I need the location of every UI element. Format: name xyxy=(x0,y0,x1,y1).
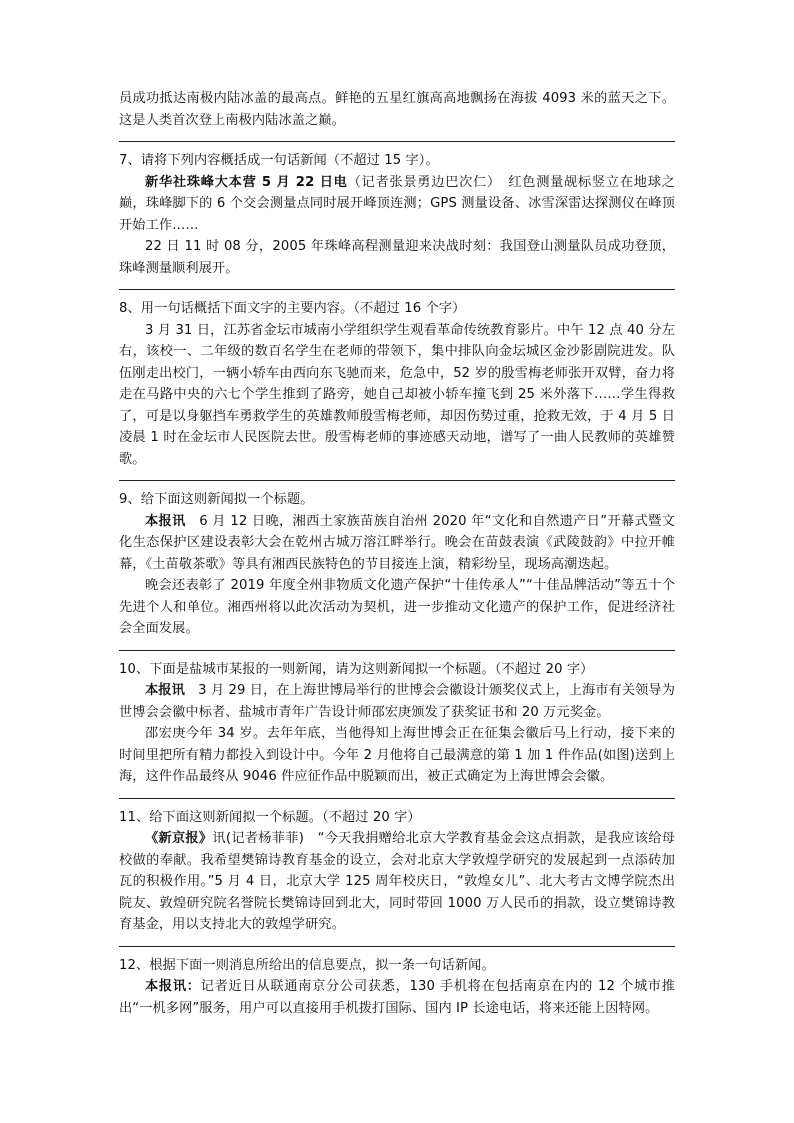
answer-line xyxy=(119,798,675,799)
question-7-para-2: 22 日 11 时 08 分，2005 年珠峰高程测量迎来决战时刻：我国登山测量队员成功登顶，珠峰测量顺利展开。 xyxy=(119,239,675,276)
question-9-para-1 xyxy=(119,511,675,576)
question-10 xyxy=(119,659,675,799)
question-9 xyxy=(119,489,675,651)
question-11-dateline: 《新京报》 xyxy=(145,831,213,846)
question-12-prompt: 12、根据下面一则消息所给出的信息要点，拟一条一句话新闻。 xyxy=(119,957,495,973)
question-10-dateline: 本报讯 xyxy=(145,683,185,698)
question-9-para-1-text: 6 月 12 日晚，湘西土家族苗族自治州 2020 年“文化和自然遗产日”开幕式暨文化生态保护区建设表彰大会在乾州古城万溶江畔举行。晚会在苗鼓表演《武陵鼓韵》中拉开帷幕，《土苗敬茶歌》等具有湘西民族特色的节目接连上演，精彩纷呈，现场高潮迭起。 xyxy=(119,513,675,572)
document-page xyxy=(119,88,675,1019)
answer-line xyxy=(119,946,675,947)
question-10-para-1-text: 3 月 29 日，在上海世博局举行的世博会会徽设计颁奖仪式上，上海市有关领导为世博会会徽中标者、盐城市青年广告设计师邵宏庚颁发了获奖证书和 20 万元奖金。 xyxy=(119,683,675,720)
question-11-para-1-text: 讯(记者杨菲菲) “今天我捐赠给北京大学教育基金会这点捐款，是我应该给母校做的奉献。我希望樊锦诗教育基金的设立，会对北京大学敦煌学研究的发展起到一点添砖加瓦的积极作用。”5 月 4 日，北京大学 125 周年校庆日，“敦煌女儿”、北大考古文博学院杰出院友、敦煌研究院名誉院长樊锦诗回到北大，同时带回 1000 万人民币的捐款，设立樊锦诗教育基金，用以支持北大的敦煌学研究。 xyxy=(119,831,676,932)
question-10-prompt: 10、下面是盐城市某报的一则新闻，请为这则新闻拟一个标题。（不超过 20 字） xyxy=(119,661,594,677)
intro-paragraph: 员成功抵达南极内陆冰盖的最高点。鲜艳的五星红旗高高地飘扬在海拔 4093 米的蓝天之下。这是人类首次登上南极内陆冰盖之巅。 xyxy=(119,91,675,128)
answer-line xyxy=(119,650,675,651)
question-9-dateline: 本报讯 xyxy=(145,513,186,529)
question-12-dateline: 本报讯： xyxy=(145,979,201,994)
answer-line xyxy=(119,141,675,142)
question-7-dateline: 新华社珠峰大本营 5 月 22 日电 xyxy=(145,174,348,190)
question-8-para-1: 3 月 31 日，江苏省金坛市城南小学组织学生观看革命传统教育影片。中午 12 点 40 分左右，该校一、二年级的数百名学生在老师的带领下，集中排队向金坛城区金沙影剧院进发。队伍刚走出校门，一辆小轿车由西向东飞驰而来，危急中，52 岁的殷雪梅老师张开双臂，奋力将走在马路中央的六七个学生推到了路旁，她自己却被小轿车撞飞到 25 米外落下……学生得救了，可是以身躯挡车勇救学生的英雄教师殷雪梅老师，却因伤势过重，抢救无效，于 4 月 5 日凌晨 1 时在金坛市人民医院去世。殷雪梅老师的事迹感天动地，谱写了一曲人民教师的英雄赞歌。 xyxy=(119,322,675,467)
answer-line xyxy=(119,480,675,481)
question-12-para-1-text: 记者近日从联通南京分公司获悉，130 手机将在包括南京在内的 12 个城市推出“一机多网”服务，用户可以直接用手机拨打国际、国内 IP 长途电话，将来还能上因特网。 xyxy=(119,979,675,1016)
question-11 xyxy=(119,807,675,947)
question-7 xyxy=(119,150,675,290)
question-12-para-1 xyxy=(119,976,675,1019)
question-10-para-2: 邵宏庚今年 34 岁。去年年底，当他得知上海世博会正在征集会徽后马上行动，接下来的时间里把所有精力都投入到设计中。今年 2 月他将自己最满意的第 1 加 1 件作品(如图)送到上海，这件作品最终从 9046 件应征作品中脱颖而出，被正式确定为上海世博会会徽。 xyxy=(119,726,675,784)
question-11-prompt: 11、给下面这则新闻拟一个标题。（不超过 20 字） xyxy=(119,809,421,825)
question-9-para-2: 晚会还表彰了 2019 年度全州非物质文化遗产保护“十佳传承人”“十佳品牌活动”等五十个先进个人和单位。湘西州将以此次活动为契机，进一步推动文化遗产的保护工作，促进经济社会全面发展。 xyxy=(119,578,675,636)
question-9-prompt: 9、给下面这则新闻拟一个标题。 xyxy=(119,492,314,507)
question-12 xyxy=(119,955,675,1020)
question-7-prompt: 7、请将下列内容概括成一句话新闻（不超过 15 字）。 xyxy=(119,153,439,168)
answer-line xyxy=(119,289,675,290)
question-11-para-1 xyxy=(119,828,675,936)
question-8-prompt: 8、用一句话概括下面文字的主要内容。（不超过 16 个字） xyxy=(119,301,466,316)
question-7-para-1 xyxy=(119,172,675,237)
question-7-para-1-text: （记者张景勇边巴次仁） 红色测量觇标竖立在地球之巅，珠峰脚下的 6 个交会测量点同时展开峰顶连测；GPS 测量设备、冰雪深雷达探测仪在峰顶开始工作…… xyxy=(119,174,675,233)
question-10-para-1 xyxy=(119,680,675,723)
question-8 xyxy=(119,298,675,481)
